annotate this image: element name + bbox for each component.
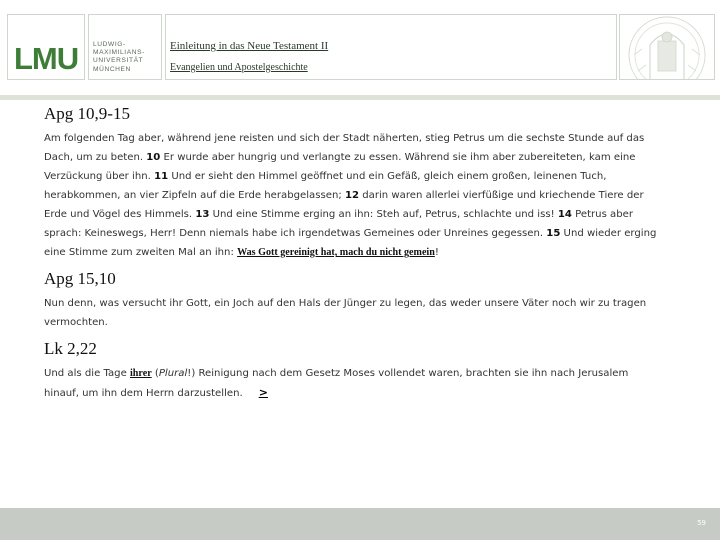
slide-footer <box>0 508 720 540</box>
passage-text: darin waren allerlei vierfüßige und kriechende Tiere der Erde und Vögel des Himmels. <box>44 190 644 220</box>
passage-text: Und eine Stimme erging an ihn: Steh auf, Petrus, schlachte und iss! <box>209 209 558 220</box>
verse-number: 10 <box>146 152 161 163</box>
slide-content <box>44 103 664 403</box>
bible-passage: Nun denn, was versucht ihr Gott, ein Joch auf den Hals der Jünger zu legen, das weder unsere Väter noch wir zu tragen vermochten. <box>44 298 647 328</box>
lmu-logo: LMU <box>14 41 79 76</box>
passage-text: Und wieder erging eine Stimme zum zweiten Mal an ihn: <box>44 228 657 258</box>
passage-text: Und er sieht den Himmel geöffnet und ein Gefäß, gleich einem großen, leinenen Tuch, herabkommen, an vier Zipfeln auf die Erde herabgelassen; <box>44 171 607 201</box>
passage-text: Und als die Tage <box>44 368 130 379</box>
university-line: MÜNCHEN <box>93 65 131 73</box>
passage-text: ( <box>151 368 159 379</box>
section-heading: Apg 10,9-15 <box>44 104 130 123</box>
bible-passage <box>44 364 664 403</box>
emphasized-word: ihrer <box>130 368 152 379</box>
university-seal <box>619 14 715 80</box>
slide-header <box>0 0 720 95</box>
university-line: MAXIMILIANS- <box>93 49 145 57</box>
passage-text: Petrus aber sprach: Keineswegs, Herr! Denn niemals habe ich irgendetwas Gemeines oder Unreines gegessen. <box>44 209 633 239</box>
university-line: LUDWIG- <box>93 41 126 48</box>
page-number: 59 <box>697 519 706 527</box>
verse-number: 12 <box>344 190 360 201</box>
passage-text: ! <box>434 247 439 258</box>
verse-number: 13 <box>195 209 210 220</box>
passage-text: !) Reinigung nach dem Gesetz Moses vollendet waren, brachten sie ihn nach Jerusalem hinauf, um ihn dem Herrn darzustellen. <box>44 368 629 399</box>
verse-number: 11 <box>154 171 169 182</box>
course-subtitle: Evangelien und Apostelgeschichte <box>170 62 308 73</box>
passage-text: Am folgenden Tag aber, während jene reisten und sich der Stadt näherten, stieg Petrus um die sechste Stunde auf das Dach, um zu beten. <box>44 133 645 163</box>
bible-passage <box>44 129 664 262</box>
header-divider <box>0 95 720 100</box>
emphasized-quote: Was Gott gereinigt hat, mach du nicht gemein <box>237 247 435 258</box>
italic-note: Plural <box>158 368 188 379</box>
section-heading: Apg 15,10 <box>44 269 116 288</box>
verse-number: 15 <box>546 228 561 239</box>
verse-number: 14 <box>557 209 572 220</box>
course-title: Einleitung in das Neue Testament II <box>170 40 329 52</box>
university-line: UNIVERSITÄT <box>93 57 144 65</box>
seal-icon <box>620 15 714 79</box>
passage-text: Er wurde aber hungrig und verlangte zu essen. Während sie ihm aber zubereiteten, kam eine Verzückung über ihn. <box>44 152 636 182</box>
next-slide-link[interactable]: > <box>258 386 268 399</box>
university-name <box>93 41 145 74</box>
section-heading: Lk 2,22 <box>44 339 97 358</box>
